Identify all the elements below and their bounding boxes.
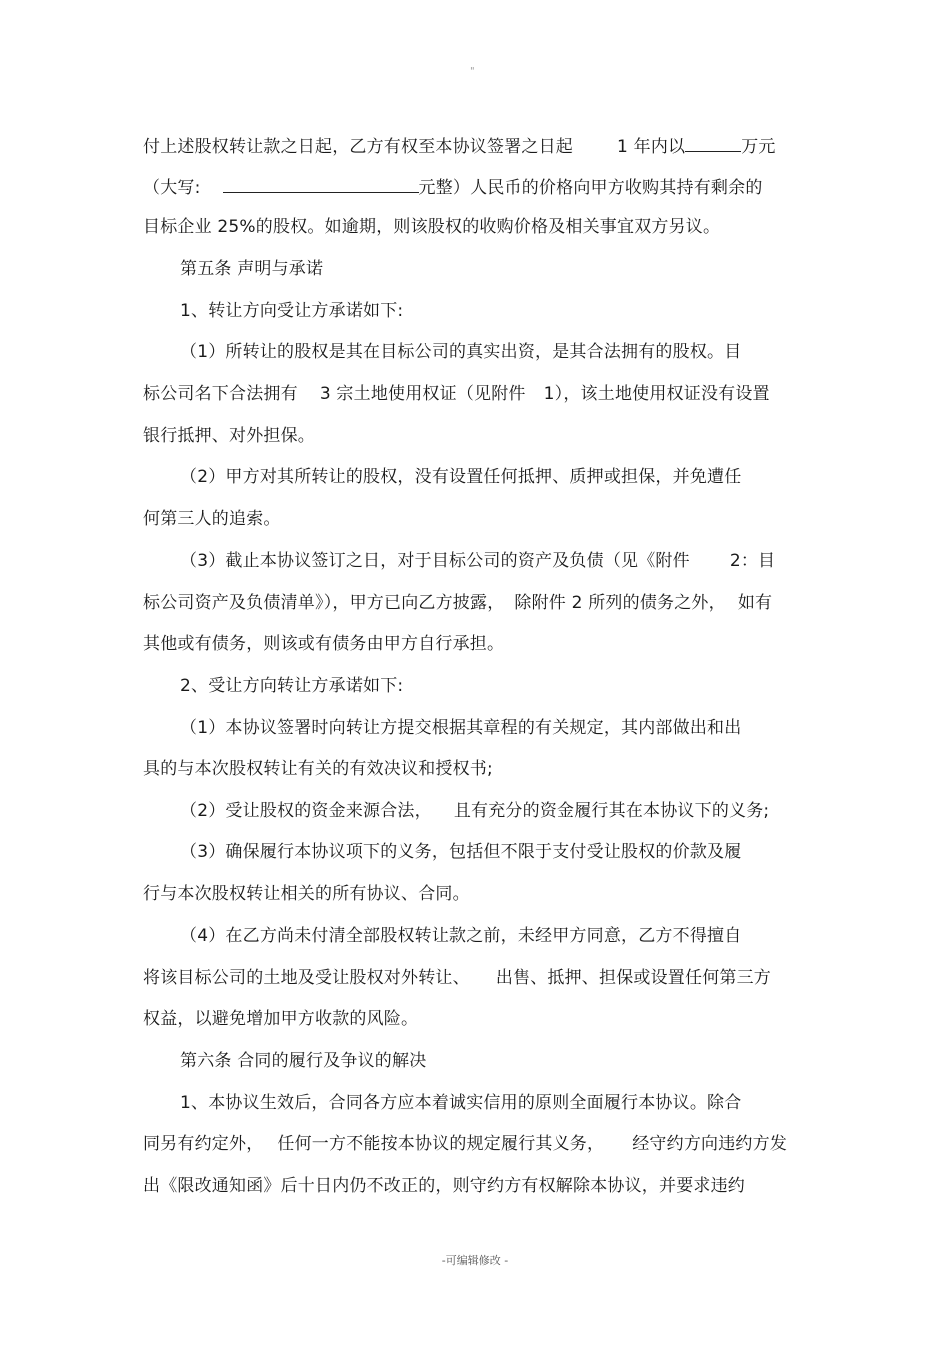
text-line: 行与本次股权转让相关的所有协议、合同。	[143, 884, 470, 904]
text-line: （2）受让股权的资金来源合法， 且有充分的资金履行其在本协议下的义务;	[180, 801, 770, 821]
text-line: 将该目标公司的土地及受让股权对外转让、 出售、抵押、担保或设置任何第三方	[143, 968, 772, 988]
text-line: （1）本协议签署时向转让方提交根据其章程的有关规定，其内部做出和出	[180, 718, 742, 738]
text-line: （4）在乙方尚未付清全部股权转让款之前，未经甲方同意，乙方不得擅自	[180, 926, 742, 946]
page-footer: -可编辑修改 -	[441, 1254, 509, 1267]
text-line: 目标企业 25%的股权。如逾期，则该股权的收购价格及相关事宜双方另议。	[143, 217, 721, 237]
text-line: 同另有约定外， 任何一方不能按本协议的规定履行其义务， 经守约方向违约方发	[143, 1134, 788, 1154]
amount-blank	[685, 133, 741, 152]
text-line: （3）确保履行本协议项下的义务，包括但不限于支付受让股权的价款及履	[180, 842, 742, 862]
text-line: （大写: 元整）人民币的价格向甲方收购其持有剩余的	[143, 174, 763, 199]
text-line: （1）所转让的股权是其在目标公司的真实出资，是其合法拥有的股权。目	[180, 342, 742, 362]
text-line: 标公司资产及负债清单》），甲方已向乙方披露， 除附件 2 所列的债务之外， 如有	[143, 593, 773, 613]
text-line: （2）甲方对其所转让的股权，没有设置任何抵押、质押或担保，并免遭任	[180, 467, 742, 487]
text-line: 具的与本次股权转让有关的有效决议和授权书;	[143, 759, 493, 779]
text-line: （3）截止本协议签订之日，对于目标公司的资产及负债（见《附件 2：目	[180, 551, 776, 571]
text-line: 何第三人的追索。	[143, 509, 281, 529]
text-line: 其他或有债务，则该或有债务由甲方自行承担。	[143, 634, 505, 654]
text-line: 1、本协议生效后，合同各方应本着诚实信用的原则全面履行本协议。除合	[180, 1093, 742, 1113]
clause-heading: 2、受让方向转让方承诺如下:	[180, 676, 404, 696]
clause-heading: 1、转让方向受让方承诺如下:	[180, 301, 404, 321]
amount-words-blank	[223, 174, 419, 193]
header-mark: "	[470, 66, 475, 77]
article-heading: 第五条 声明与承诺	[180, 259, 324, 279]
article-heading: 第六条 合同的履行及争议的解决	[180, 1051, 427, 1071]
text-line: 银行抵押、对外担保。	[143, 426, 315, 446]
text-line: 标公司名下合法拥有 3 宗土地使用权证（见附件 1），该土地使用权证没有设置	[143, 384, 770, 404]
text-line: 付上述股权转让款之日起，乙方有权至本协议签署之日起 1 年内以 万元	[143, 133, 776, 158]
text-line: 权益，以避免增加甲方收款的风险。	[143, 1009, 419, 1029]
text-line: 出《限改通知函》后十日内仍不改正的，则守约方有权解除本协议，并要求违约	[143, 1176, 745, 1196]
